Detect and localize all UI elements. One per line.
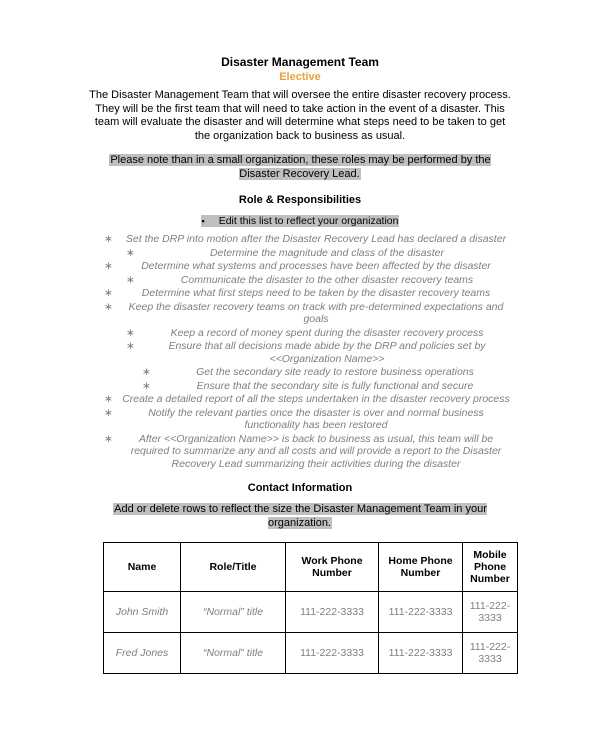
contact-heading: Contact Information	[247, 482, 353, 494]
col-header-role: Role/Title	[181, 543, 286, 592]
list-item-text: Create a detailed report of all the steps undertaken in the disaster recovery process	[122, 393, 510, 405]
square-bullet-icon: ▪	[201, 216, 205, 226]
highlighted-table-note: Add or delete rows to reflect the size the Disaster Management Team in your organization.	[114, 503, 487, 529]
col-header-mobile-phone: Mobile Phone Number	[463, 543, 518, 592]
bullet-icon: ∗	[104, 260, 113, 272]
col-header-work-phone: Work Phone Number	[286, 543, 379, 592]
list-item	[88, 393, 512, 406]
bullet-icon: ∗	[126, 340, 135, 352]
list-item-text: Ensure that all decisions made abide by the DRP and policies set by <<Organization Name>>	[168, 340, 486, 365]
bullet-icon: ∗	[104, 300, 113, 313]
bullet-icon: ∗	[104, 406, 113, 419]
bullet-icon: ∗	[126, 246, 135, 259]
bullet-icon: ∗	[126, 273, 135, 286]
list-item	[88, 287, 512, 300]
list-item	[88, 327, 512, 340]
list-item	[88, 433, 512, 471]
cell-role: “Normal” title	[181, 592, 286, 633]
small-org-note	[88, 154, 512, 181]
list-item-text: Determine what systems and processes have been affected by the disaster	[141, 260, 491, 272]
list-item	[88, 366, 512, 379]
cell-work-phone: 111-222-3333	[286, 633, 379, 674]
table-edit-note	[88, 503, 512, 530]
col-header-name: Name	[104, 543, 181, 592]
list-item	[88, 340, 512, 365]
intro-paragraph: The Disaster Management Team that will oversee the entire disaster recovery process. They will be the first team that will need to take action in the event of a disaster. This team will evaluate the disaster and will determine what steps need to be taken to get the organization back to business as usual.	[89, 89, 511, 142]
roles-heading: Role & Responsibilities	[238, 194, 362, 206]
list-item-text: Keep a record of money spent during the disaster recovery process	[170, 326, 484, 339]
cell-name: John Smith	[104, 592, 181, 633]
contact-table	[103, 542, 518, 674]
list-item-text: Set the DRP into motion after the Disaster Recovery Lead has declared a disaster	[125, 233, 507, 245]
list-item	[88, 380, 512, 393]
list-item-text: Notify the relevant parties once the disaster is over and normal business functionality has been restored	[148, 406, 484, 431]
list-item	[88, 233, 512, 246]
cell-mobile-phone: 111-222-3333	[463, 592, 518, 633]
edit-note-text: Edit this list to reflect your organization	[218, 215, 399, 227]
bullet-icon: ∗	[126, 326, 135, 339]
cell-home-phone: 111-222-3333	[379, 592, 463, 633]
list-item-text: After <<Organization Name>> is back to business as usual, this team will be required to summarize any and all costs and will provide a report to the Disaster Recovery Lead summarizing their activities during the disaster	[130, 432, 502, 470]
list-item-text: Communicate the disaster to the other disaster recovery teams	[180, 273, 474, 286]
col-header-home-phone: Home Phone Number	[379, 543, 463, 592]
highlighted-note-text: Please note than in a small organization, these roles may be performed by the Disaster Recovery Lead.	[110, 154, 491, 180]
bullet-icon: ∗	[142, 366, 151, 378]
cell-home-phone: 111-222-3333	[379, 633, 463, 674]
page-title: Disaster Management Team	[221, 55, 379, 69]
list-item	[88, 247, 512, 260]
table-header-row	[104, 543, 518, 592]
cell-name: Fred Jones	[104, 633, 181, 674]
list-item-text: Keep the disaster recovery teams on track with pre-determined expectations and goals	[128, 300, 504, 325]
elective-label: Elective	[279, 71, 321, 83]
bullet-icon: ∗	[142, 379, 151, 392]
cell-mobile-phone: 111-222-3333	[463, 633, 518, 674]
cell-work-phone: 111-222-3333	[286, 592, 379, 633]
list-item	[88, 274, 512, 287]
bullet-icon: ∗	[104, 287, 113, 299]
bullet-icon: ∗	[104, 432, 113, 445]
responsibilities-list	[88, 233, 512, 470]
list-item-text: Ensure that the secondary site is fully functional and secure	[196, 379, 474, 392]
list-item	[88, 260, 512, 273]
bullet-icon: ∗	[104, 233, 113, 245]
list-item	[88, 407, 512, 432]
table-row	[104, 592, 518, 633]
list-item-text: Determine the magnitude and class of the disaster	[209, 246, 445, 259]
table-row	[104, 633, 518, 674]
bullet-icon: ∗	[104, 393, 113, 405]
list-item-text: Determine what first steps need to be taken by the disaster recovery teams	[141, 287, 491, 299]
list-item	[88, 301, 512, 326]
list-item-text: Get the secondary site ready to restore business operations	[196, 366, 474, 378]
highlighted-edit-note	[201, 215, 400, 227]
cell-role: “Normal” title	[181, 633, 286, 674]
edit-list-note	[88, 215, 512, 228]
